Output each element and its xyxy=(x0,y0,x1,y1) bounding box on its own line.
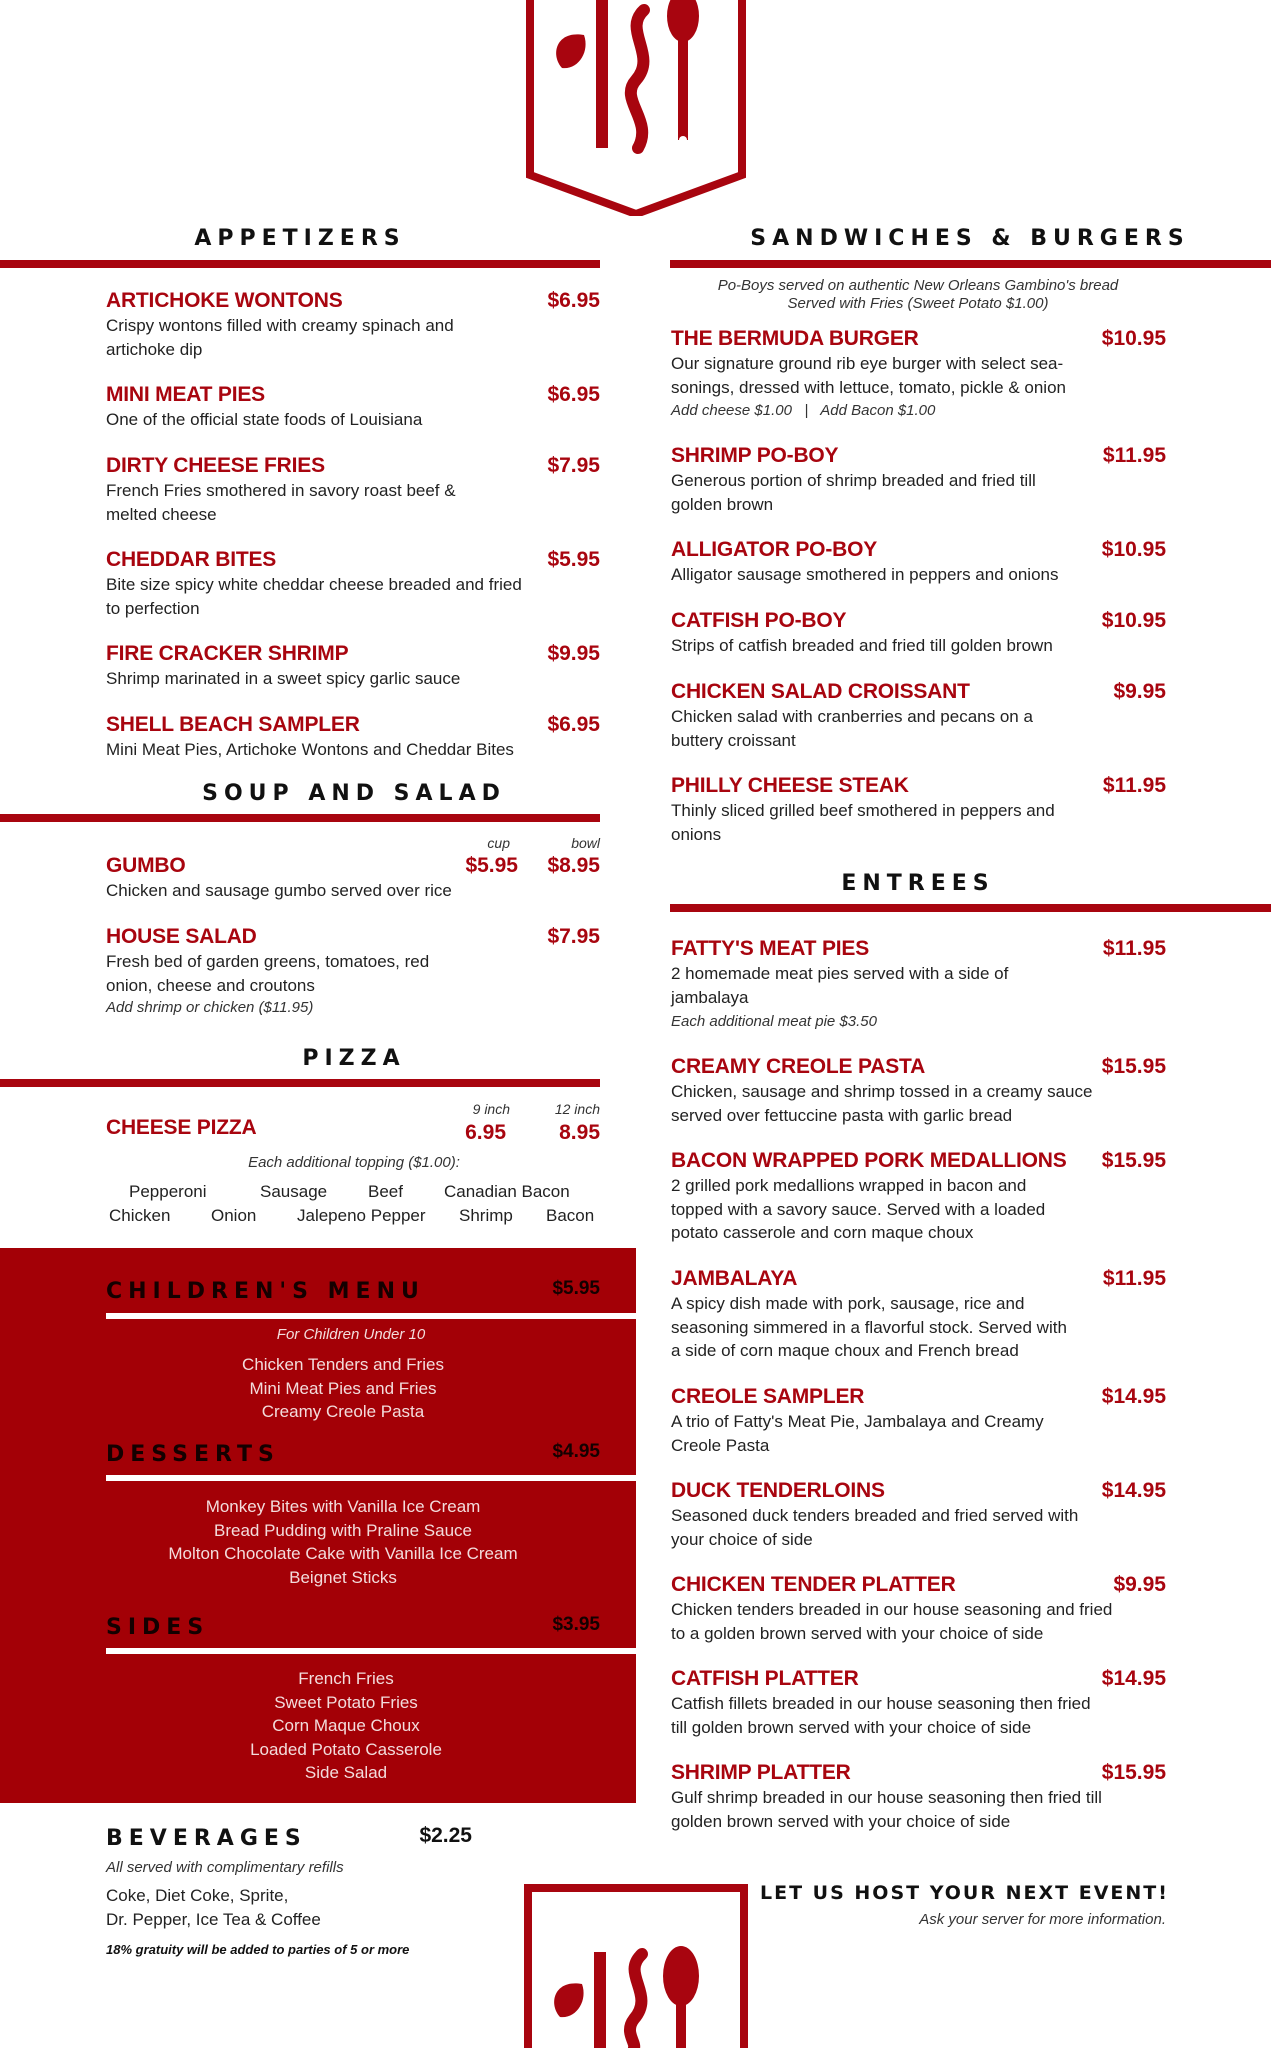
item-description: Mini Meat Pies, Artichoke Wontons and Cheddar Bites xyxy=(106,740,514,759)
item-description: A spicy dish made with pork, sausage, rice and seasoning simmered in a flavorful stock. Served with a side of corn maque choux and French bread xyxy=(671,1294,1067,1360)
childrens-note: For Children Under 10 xyxy=(276,1326,426,1343)
cup-price: $5.95 xyxy=(465,854,518,877)
size-label: 9 inch xyxy=(472,1101,510,1117)
item-price: $11.95 xyxy=(1102,937,1166,960)
item-description: Shrimp marinated in a sweet spicy garlic sauce xyxy=(106,669,461,688)
item-description: Chicken salad with cranberries and pecans on a buttery croissant xyxy=(671,707,1033,750)
bowl-price: $8.95 xyxy=(547,854,600,877)
beverages-list xyxy=(106,1884,506,1931)
item-description: Gulf shrimp breaded in our house seasoning then fried till golden brown served with your choice of side xyxy=(671,1788,1102,1831)
list-item: Loaded Potato Casserole xyxy=(250,1739,442,1759)
item-description: One of the official state foods of Louisiana xyxy=(106,410,423,429)
item-price: $6.95 xyxy=(547,383,600,406)
list-item: Mini Meat Pies and Fries xyxy=(249,1378,437,1398)
appetizers-heading: APPETIZERS xyxy=(194,226,406,251)
bowl-label: bowl xyxy=(571,835,600,851)
pizza-rule xyxy=(0,1079,600,1087)
beverages-line: Dr. Pepper, Ice Tea & Coffee xyxy=(106,1909,321,1929)
item-name: SHRIMP PO-BOY xyxy=(671,444,839,467)
desserts-heading: DESSERTS xyxy=(106,1442,280,1467)
item-price: $7.95 xyxy=(547,925,600,948)
sandwiches-heading: SANDWICHES & BURGERS xyxy=(750,226,1190,251)
beverages-line: Coke, Diet Coke, Sprite, xyxy=(106,1886,289,1905)
topping: Sausage xyxy=(260,1182,328,1201)
item-name: DUCK TENDERLOINS xyxy=(671,1479,885,1502)
childrens-rule xyxy=(106,1313,636,1319)
note-line: Po-Boys served on authentic New Orleans Gambino's bread xyxy=(717,277,1119,294)
item-note: Add shrimp or chicken ($11.95) xyxy=(106,999,314,1016)
item-price: $15.95 xyxy=(1101,1149,1166,1172)
item-name: CATFISH PO-BOY xyxy=(671,609,847,632)
item-price: $14.95 xyxy=(1101,1479,1166,1502)
item-description: Strips of catfish breaded and fried till golden brown xyxy=(671,636,1053,655)
item-price: $5.95 xyxy=(547,548,600,571)
pizza-heading: PIZZA xyxy=(302,1046,406,1071)
item-price: $11.95 xyxy=(1102,1267,1166,1290)
item-name: HOUSE SALAD xyxy=(106,925,257,948)
list-item: French Fries xyxy=(298,1669,394,1688)
item-price: $9.95 xyxy=(1113,1573,1166,1596)
item-name: CHICKEN TENDER PLATTER xyxy=(671,1573,956,1596)
sides-list xyxy=(106,1667,586,1785)
topping: Chicken xyxy=(109,1206,171,1225)
size-label: 12 inch xyxy=(554,1101,600,1117)
item-description: Alligator sausage smothered in peppers and onions xyxy=(671,565,1059,584)
item-name: SHELL BEACH SAMPLER xyxy=(106,713,360,736)
item-name: CHEESE PIZZA xyxy=(106,1116,257,1139)
item-price: $10.95 xyxy=(1101,538,1166,561)
sandwiches-note xyxy=(670,277,1166,313)
item-description: Chicken and sausage gumbo served over rice xyxy=(106,881,452,900)
item-description: Our signature ground rib eye burger with select sea-sonings, dressed with lettuce, tomato, pickle & onion xyxy=(671,354,1066,397)
item-description: Catfish fillets breaded in our house seasoning then fried till golden brown served with your choice of side xyxy=(671,1694,1091,1737)
list-item: Molton Chocolate Cake with Vanilla Ice Cream xyxy=(168,1544,518,1563)
item-price: $11.95 xyxy=(1102,774,1166,797)
item-price: $14.95 xyxy=(1101,1667,1166,1690)
list-item: Beignet Sticks xyxy=(289,1567,397,1587)
list-item: Sweet Potato Fries xyxy=(274,1692,418,1712)
item-name: THE BERMUDA BURGER xyxy=(671,327,919,350)
topping: Bacon xyxy=(546,1206,595,1225)
note-line: Served with Fries (Sweet Potato $1.00) xyxy=(787,295,1049,312)
item-description: Thinly sliced grilled beef smothered in peppers and onions xyxy=(671,801,1055,844)
item-name: PHILLY CHEESE STEAK xyxy=(671,774,909,797)
childrens-list xyxy=(106,1353,580,1424)
soup-salad-heading: SOUP AND SALAD xyxy=(202,781,506,806)
item-name: SHRIMP PLATTER xyxy=(671,1761,851,1784)
topping: Pepperoni xyxy=(129,1182,207,1201)
item-price: $10.95 xyxy=(1101,609,1166,632)
list-item: Monkey Bites with Vanilla Ice Cream xyxy=(205,1497,481,1516)
item-price: $6.95 xyxy=(547,713,600,736)
item-description: Generous portion of shrimp breaded and fried till golden brown xyxy=(671,471,1036,514)
item-name: BACON WRAPPED PORK MEDALLIONS xyxy=(671,1149,1067,1172)
item-description: Chicken, sausage and shrimp tossed in a creamy sauce served over fettuccine pasta with garlic bread xyxy=(671,1082,1093,1125)
soup-salad-rule xyxy=(0,814,600,822)
event-note: Ask your server for more information. xyxy=(919,1911,1166,1928)
list-item: Creamy Creole Pasta xyxy=(261,1402,425,1421)
desserts-list xyxy=(106,1495,580,1589)
size-price: 8.95 xyxy=(559,1121,600,1144)
sides-price: $3.95 xyxy=(552,1614,600,1635)
event-heading: LET US HOST YOUR NEXT EVENT! xyxy=(760,1882,1169,1904)
topping: Onion xyxy=(211,1206,257,1225)
list-item: Corn Maque Choux xyxy=(272,1716,420,1735)
item-name: FIRE CRACKER SHRIMP xyxy=(106,642,349,665)
topping: Jalepeno Pepper xyxy=(297,1206,426,1225)
item-name: JAMBALAYA xyxy=(671,1267,798,1290)
gratuity-note: 18% gratuity will be added to parties of 5 or more xyxy=(106,1942,410,1957)
item-description: A trio of Fatty's Meat Pie, Jambalaya and Creamy Creole Pasta xyxy=(671,1412,1044,1455)
size-price: 6.95 xyxy=(465,1121,506,1144)
item-description: Bite size spicy white cheddar cheese breaded and fried to perfection xyxy=(106,575,522,618)
desserts-rule xyxy=(106,1475,636,1481)
item-name: CHEDDAR BITES xyxy=(106,548,277,571)
entrees-rule xyxy=(670,904,1271,912)
topping: Shrimp xyxy=(459,1206,513,1225)
entrees-heading: ENTREES xyxy=(841,871,995,896)
item-price: $15.95 xyxy=(1101,1761,1166,1784)
item-name: CREAMY CREOLE PASTA xyxy=(671,1055,926,1078)
item-price: $7.95 xyxy=(547,454,600,477)
item-price: $15.95 xyxy=(1101,1055,1166,1078)
item-name: FATTY'S MEAT PIES xyxy=(671,937,869,960)
list-item: Bread Pudding with Praline Sauce xyxy=(214,1520,472,1540)
item-note: Each additional meat pie $3.50 xyxy=(671,1013,877,1030)
sides-rule xyxy=(106,1648,636,1654)
item-description: Fresh bed of garden greens, tomatoes, red onion, cheese and croutons xyxy=(106,952,430,995)
item-name: CATFISH PLATTER xyxy=(671,1667,859,1690)
item-price: $14.95 xyxy=(1101,1385,1166,1408)
cup-label: cup xyxy=(487,835,510,851)
restaurant-logo-icon xyxy=(526,0,746,216)
item-description: 2 homemade meat pies served with a side of jambalaya xyxy=(671,964,1009,1007)
topping: Beef xyxy=(368,1182,403,1201)
item-name: ARTICHOKE WONTONS xyxy=(106,289,343,312)
item-name: CREOLE SAMPLER xyxy=(671,1385,865,1408)
item-name: MINI MEAT PIES xyxy=(106,383,265,406)
restaurant-logo-icon xyxy=(524,1884,748,2048)
item-name: DIRTY CHEESE FRIES xyxy=(106,454,325,477)
item-price: $9.95 xyxy=(547,642,600,665)
item-description: French Fries smothered in savory roast beef & melted cheese xyxy=(106,481,456,524)
item-name: GUMBO xyxy=(106,854,186,877)
item-price: $9.95 xyxy=(1113,680,1166,703)
item-note: Add cheese $1.00 | Add Bacon $1.00 xyxy=(671,402,936,419)
topping-note: Each additional topping ($1.00): xyxy=(248,1154,460,1171)
item-name: CHICKEN SALAD CROISSANT xyxy=(671,680,970,703)
beverages-price: $2.25 xyxy=(419,1824,472,1847)
item-price: $10.95 xyxy=(1101,327,1166,350)
list-item: Chicken Tenders and Fries xyxy=(242,1355,444,1374)
sides-heading: SIDES xyxy=(106,1615,210,1640)
childrens-heading: CHILDREN'S MENU xyxy=(106,1279,425,1304)
desserts-price: $4.95 xyxy=(552,1441,600,1462)
beverages-note: All served with complimentary refills xyxy=(106,1859,344,1876)
list-item: Side Salad xyxy=(304,1763,388,1782)
beverages-heading: BEVERAGES xyxy=(106,1826,307,1851)
sandwiches-rule xyxy=(670,260,1271,268)
item-description: Seasoned duck tenders breaded and fried served with your choice of side xyxy=(671,1506,1079,1549)
childrens-price: $5.95 xyxy=(552,1278,600,1299)
item-description: Crispy wontons filled with creamy spinach and artichoke dip xyxy=(106,316,454,359)
appetizers-rule xyxy=(0,260,600,268)
topping: Canadian Bacon xyxy=(444,1182,570,1201)
item-description: 2 grilled pork medallions wrapped in bacon and topped with a savory sauce. Served with a loaded potato casserole and corn maque choux xyxy=(671,1176,1046,1242)
item-price: $6.95 xyxy=(547,289,600,312)
item-name: ALLIGATOR PO-BOY xyxy=(671,538,878,561)
item-price: $11.95 xyxy=(1102,444,1166,467)
item-description: Chicken tenders breaded in our house seasoning and fried to a golden brown served with your choice of side xyxy=(671,1600,1113,1643)
